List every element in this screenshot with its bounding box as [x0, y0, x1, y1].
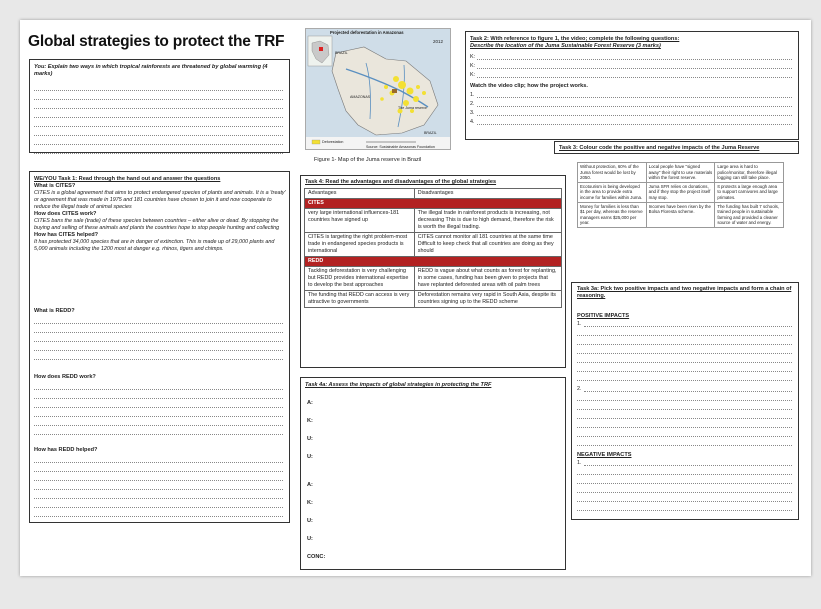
number-label: 1. [470, 92, 475, 98]
table-row [578, 202, 784, 227]
number-label: 1. [577, 321, 582, 327]
task1-q1: What is CITES? [34, 183, 76, 189]
task4a-label: K: [307, 418, 313, 424]
map-label-juma: The Juma reserve [398, 106, 427, 110]
impact-cell[interactable]: Large area is hard to police/monitor, therefore illegal logging can still take place. [715, 163, 784, 183]
table-cell: Tackling deforestation is very challenging but REDD provides international expertise to develop the best approaches [305, 267, 415, 291]
redd-how-lines [34, 381, 283, 435]
task4a-label: A: [307, 482, 313, 488]
task1-q3: How has CITES helped? [34, 232, 99, 238]
table-cell: CITES is targeting the right problem-most trade in endangered species products is international [305, 233, 415, 257]
number-label: 3. [470, 110, 475, 116]
task2-video-prompt: Watch the video clip; how the project works. [470, 83, 588, 89]
task1-q5: How does REDD work? [34, 374, 96, 380]
impact-cell[interactable]: Money for families is less than $1 per day, whereas the reserve managers earns $25,000 per year. [578, 202, 647, 227]
task2-number-lines [470, 89, 792, 125]
task4a-label: U: [307, 518, 313, 524]
task1-q2: How does CITES work? [34, 211, 97, 217]
advantages-table [304, 188, 562, 308]
impact-cell[interactable]: Local people have "signed away" their right to use materials within the forest reserve. [646, 163, 715, 183]
task1-a1: CITES is a global agreement that aims to protect endangered species of plants and animals. It is a 'treaty' or agreement that was made in 1975 and 181 countries have chosen to join it and now cooperate to reduce the illegal trade of animal species [34, 190, 286, 210]
task3a-heading: Task 3a: Pick two positive impacts and two negative impacts and form a chain of reasoning. [577, 286, 792, 299]
answer-lines [34, 82, 283, 154]
impact-cell[interactable]: Ecotourism is being developed in the area to provide extra income for families within Juma. [578, 182, 647, 202]
redd-what-lines [34, 315, 283, 360]
impacts-table [577, 162, 784, 228]
task3-heading-box [554, 141, 799, 154]
task4a-label: U: [307, 454, 313, 460]
impact-cell[interactable]: It protects a large enough area to support carnivores and large primates. [715, 182, 784, 202]
negative-impacts-heading: NEGATIVE IMPACTS [577, 452, 632, 458]
task1-a3: It has protected 34,000 species that are in danger of extinction. This is made up of 29,000 plants and 5,000 animals including the 1200 most at danger e.g. rhinos, tigers and chimps. [34, 239, 275, 252]
k-label: K: [470, 54, 476, 60]
table-row [305, 233, 562, 257]
map-label-brazil-top: BRAZIL [335, 51, 348, 55]
table-cell: very large international influences-181 countries have signed up [305, 209, 415, 233]
map-year: 2012 [433, 39, 444, 44]
impacts-table-wrap [577, 162, 784, 228]
task1-q4: What is REDD? [34, 308, 75, 314]
page-title: Global strategies to protect the TRF [28, 33, 285, 50]
task4a-conclusion-label: CONC: [307, 554, 326, 560]
task3-heading: Task 3: Colour code the positive and negative impacts of the Juma Reserve [559, 145, 760, 151]
table-cell: REDD is vague about what counts as forest for replanting, in some cases, funding has been given to projects that have replanted deforested areas with oil palm trees [414, 267, 561, 291]
number-label: 4. [470, 119, 475, 125]
map-label-amazonas: AMAZONAS [350, 95, 371, 99]
k-label: K: [470, 72, 476, 78]
task3a-box [571, 282, 799, 520]
task2-k-lines [470, 51, 792, 78]
col-disadvantages: Disadvantages [414, 189, 561, 199]
table-row [305, 267, 562, 291]
task1-heading: WE/YOU Task 1: Read through the hand out and answer the questions [34, 176, 221, 182]
you-task-prompt: You: Explain two ways in which tropical rainforests are threatened by global warming (4 marks) [34, 64, 268, 77]
k-label: K: [470, 63, 476, 69]
table-cell: CITES cannot monitor all 181 countries at the same time Difficult to keep check that all countries are doing as they should [414, 233, 561, 257]
table-row [305, 291, 562, 308]
table-row [578, 182, 784, 202]
deforestation-map [305, 28, 451, 150]
task4a-heading: Task 4a: Assess the impacts of global strategies in protecting the TRF [305, 382, 492, 388]
positive-lines-1 [577, 318, 792, 381]
redd-section: REDD [305, 257, 562, 267]
map-title: Projected deforestation in Amazonas [330, 30, 404, 35]
table-cell: The illegal trade in rainforest products is increasing, not decreasing This is due to high demand, therefore the risk is worth the illegal trading. [414, 209, 561, 233]
negative-lines [577, 457, 792, 511]
task2-box [465, 31, 799, 140]
task4a-label: U: [307, 536, 313, 542]
map-caption: Figure 1- Map of the Juma reserve in Brazil [314, 157, 422, 163]
positive-impacts-heading: POSITIVE IMPACTS [577, 313, 630, 319]
map-legend-label: Deforestation [322, 140, 344, 144]
task2-question: Describe the location of the Juma Sustainable Forest Reserve (3 marks) [470, 43, 661, 49]
task1-q6: How has REDD helped? [34, 447, 98, 453]
task4a-label: K: [307, 500, 313, 506]
table-cell: The funding that REDD can access is very attractive to governments [305, 291, 415, 308]
col-advantages: Advantages [305, 189, 415, 199]
task4a-label: A: [307, 400, 313, 406]
worksheet-page [20, 20, 811, 576]
task4-heading: Task 4: Read the advantages and disadvantages of the global strategies [305, 179, 497, 185]
task2-heading: Task 2: With reference to figure 1, the video; complete the following questions: [470, 36, 680, 42]
task1-box [29, 171, 290, 523]
task4a-box [300, 377, 566, 570]
redd-helped-lines [34, 454, 283, 517]
cites-section: CITES [305, 199, 562, 209]
you-task-box [29, 59, 290, 153]
impact-cell[interactable]: Without protection, 60% of the Juma forest would be lost by 2050. [578, 163, 647, 183]
impact-cell[interactable]: Incomes have been risen by the Bolsa Floresta scheme. [646, 202, 715, 227]
impact-cell[interactable]: Juma SFR relies on donations, and if they stop the project itself may stop. [646, 182, 715, 202]
task1-a2: CITES bans the sale (trade) of these species between countries – either alive or dead. By stopping the buying and selling of these animals and plants the countries hope to stop people hunting and collecting [34, 218, 280, 231]
table-row [578, 163, 784, 183]
positive-lines-2 [577, 383, 792, 446]
task4a-label: U: [307, 436, 313, 442]
map-source: Source: Sustainable Amazonas Foundation [366, 145, 435, 149]
table-cell: Deforestation remains very rapid in South Asia, despite its countries signing up to the REDD scheme [414, 291, 561, 308]
map-label-brazil-bottom: BRAZIL [424, 131, 437, 135]
table-row [305, 209, 562, 233]
number-label: 2. [470, 101, 475, 107]
number-label: 1. [577, 460, 582, 466]
number-label: 2. [577, 386, 582, 392]
impact-cell[interactable]: The funding has built 7 schools, trained people in sustainable farming and provided a cleaner source of water and energy. [715, 202, 784, 227]
task4-box [300, 175, 566, 368]
